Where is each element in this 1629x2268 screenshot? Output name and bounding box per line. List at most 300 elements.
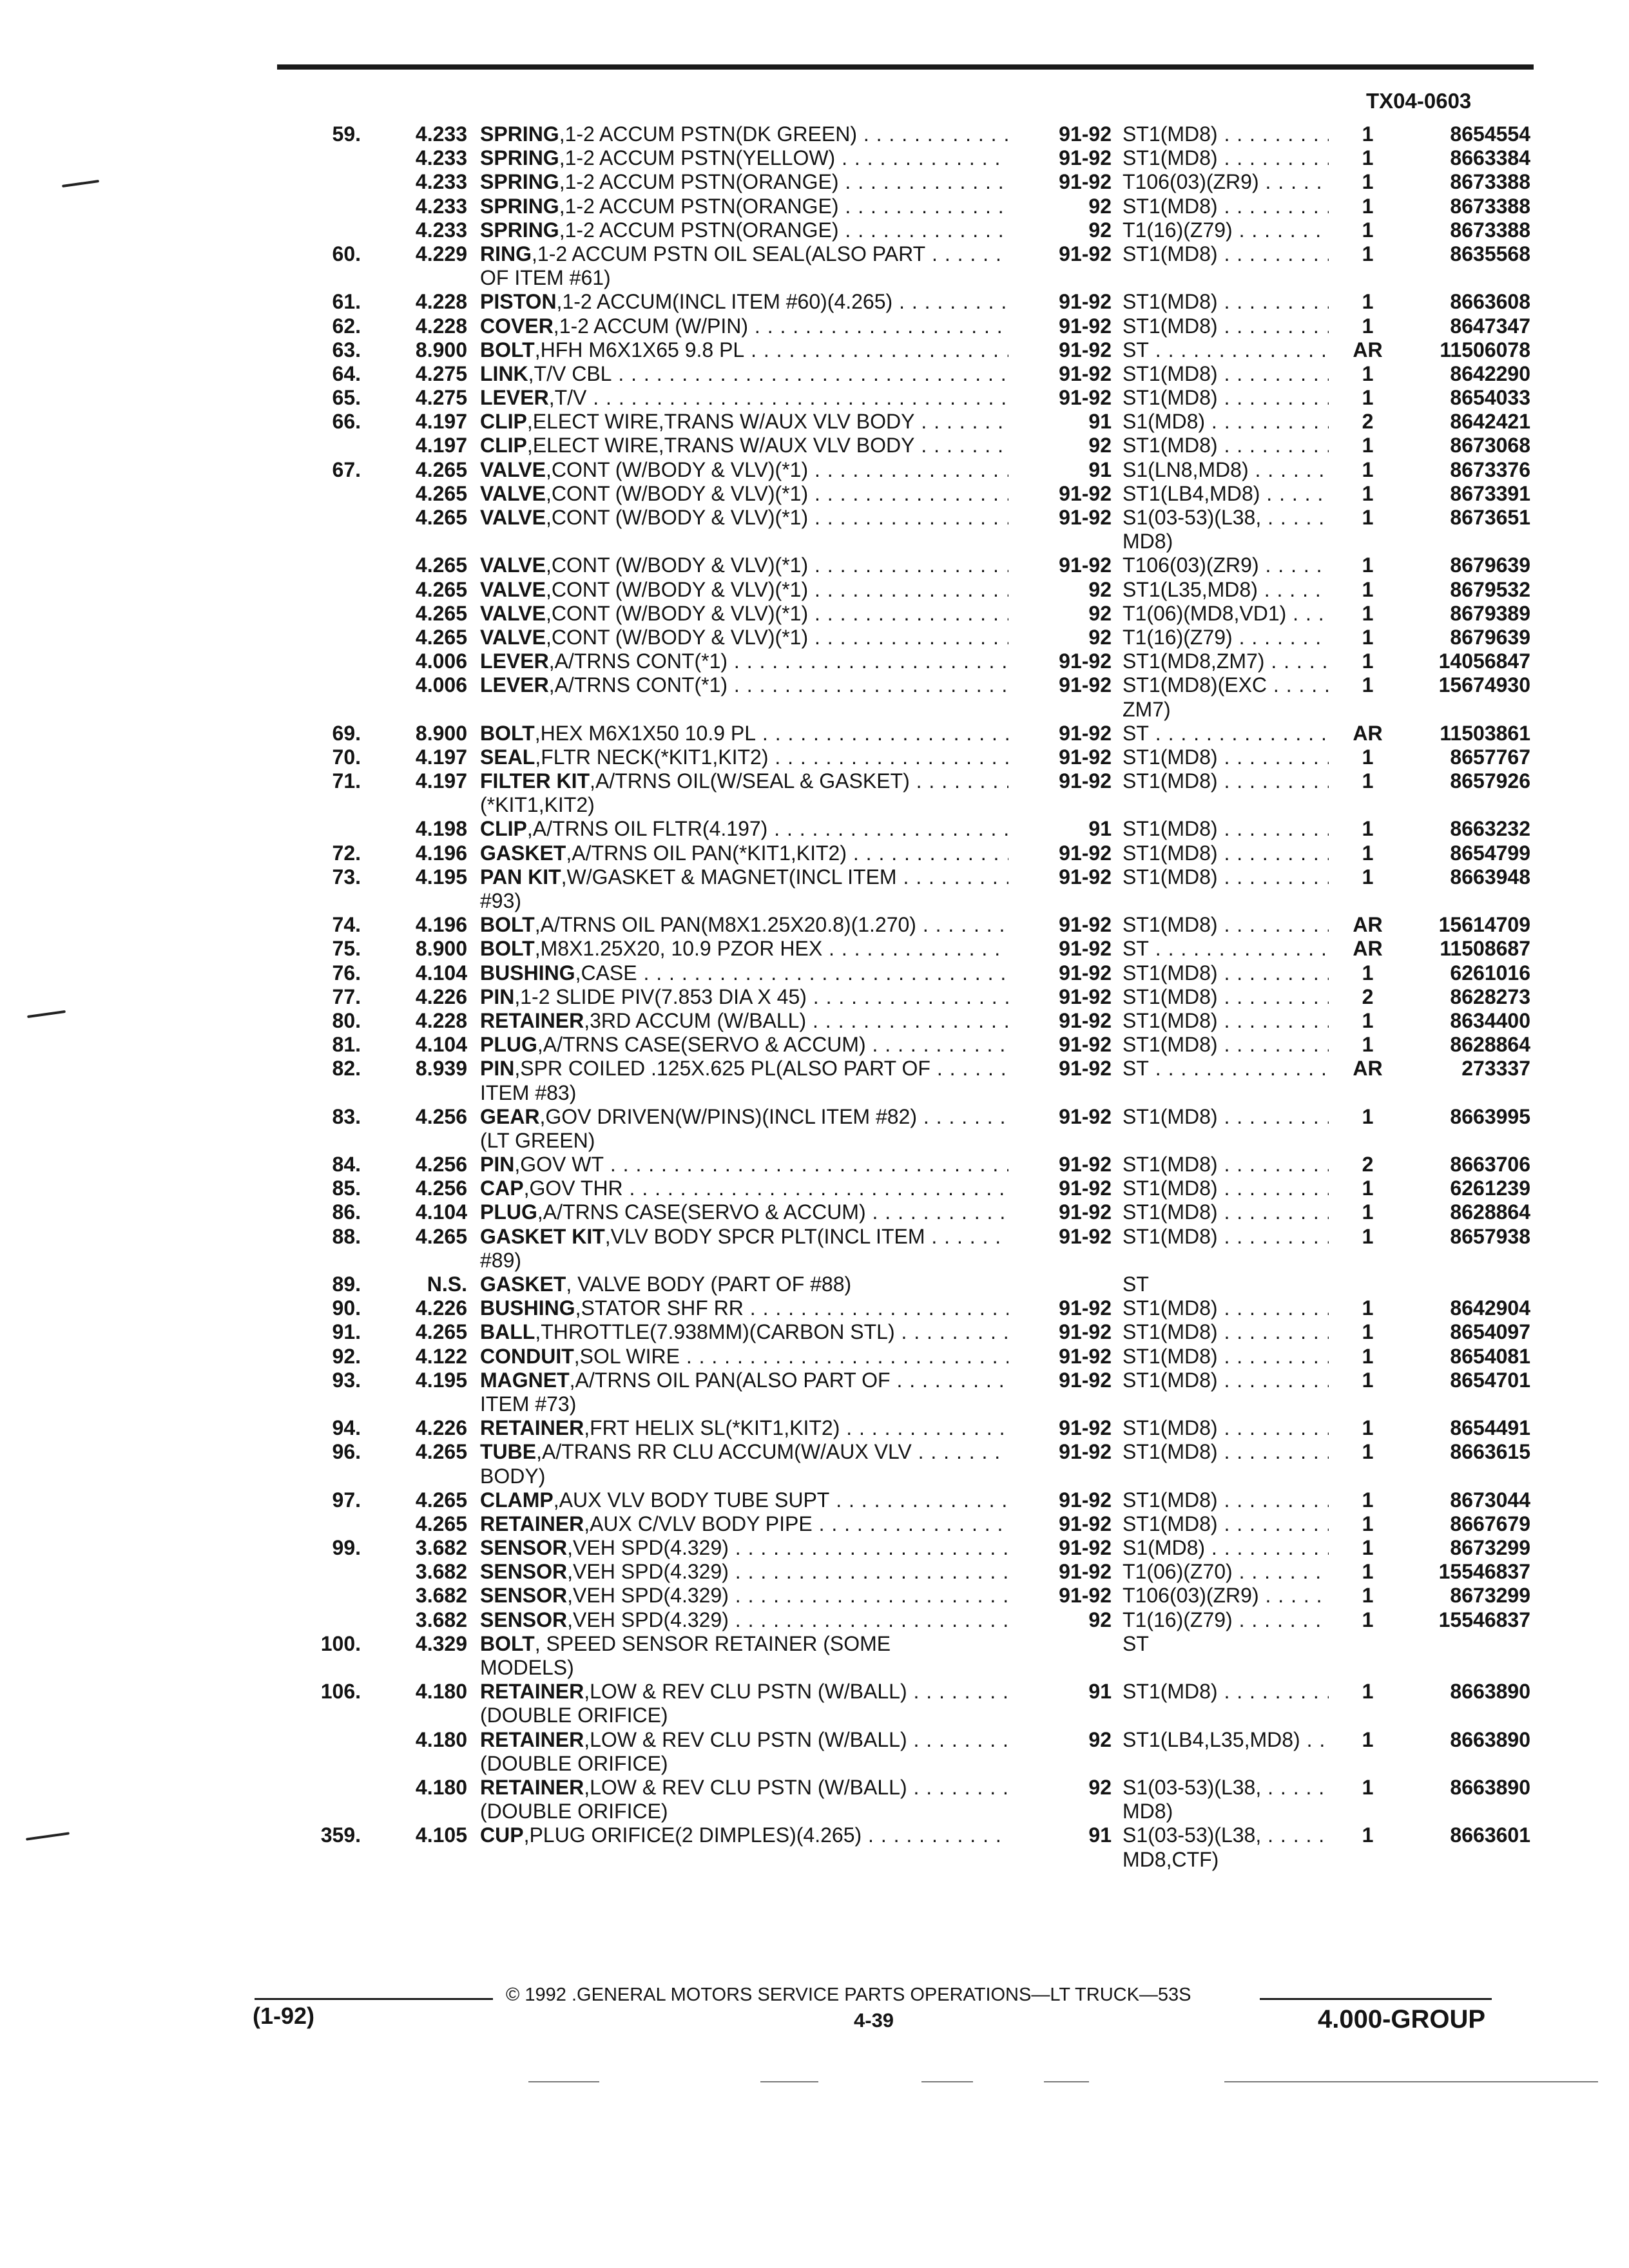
part-description — [480, 1512, 1008, 1536]
table-row — [0, 218, 1629, 242]
table-row — [0, 1512, 1629, 1536]
part-description — [480, 1680, 1008, 1704]
part-name: BOLT — [480, 913, 535, 937]
table-row — [0, 1009, 1629, 1033]
scan-dash — [760, 2081, 818, 2082]
part-name: PAN KIT — [480, 865, 561, 889]
item-number: 84. — [332, 1153, 361, 1177]
table-row — [0, 122, 1629, 146]
section-ref: 4.196 — [415, 913, 467, 937]
table-row — [0, 170, 1629, 194]
part-detail: (LT GREEN) — [480, 1128, 595, 1152]
part-detail: ,A/TRNS OIL PAN(M8X1.25X20.8)(1.270) — [534, 913, 916, 937]
series-code: ST1(MD8) . . . — [1123, 913, 1329, 937]
part-description — [480, 937, 1008, 961]
model-year: 91-92 — [1059, 1536, 1112, 1560]
part-description — [480, 889, 1008, 913]
part-number: 8663995 — [1450, 1104, 1530, 1128]
quantity: 1 — [1362, 625, 1374, 649]
part-detail: ,VEH SPD(4.329) — [567, 1536, 729, 1560]
model-year: 91-92 — [1059, 937, 1112, 961]
item-number: 64. — [332, 361, 361, 385]
series-code: ST1(MD8) . . . — [1123, 1488, 1329, 1512]
series-code: ST1(MD8) . . . — [1123, 745, 1329, 769]
part-name: VALVE — [480, 601, 546, 625]
part-detail: ,A/TRNS OIL FLTR(4.197) — [526, 817, 768, 841]
part-number: 8642421 — [1450, 410, 1530, 434]
table-row — [0, 1392, 1629, 1416]
part-detail: #89) — [480, 1248, 522, 1272]
series-code: ST1(MD8) . . . — [1123, 1345, 1329, 1369]
table-row — [0, 1369, 1629, 1392]
part-detail: ,A/TRNS CASE(SERVO & ACCUM) — [537, 1033, 866, 1057]
model-year: 91-92 — [1059, 481, 1112, 505]
table-row — [0, 1728, 1629, 1752]
quantity: 1 — [1362, 1584, 1374, 1608]
section-ref: 4.265 — [415, 1224, 467, 1248]
quantity: AR — [1353, 937, 1383, 961]
quantity: 1 — [1362, 434, 1374, 457]
part-detail: ,CASE — [575, 961, 637, 985]
part-description — [480, 1057, 1008, 1081]
model-year: 91-92 — [1059, 314, 1112, 338]
quantity: 1 — [1362, 218, 1374, 242]
model-year: 91-92 — [1059, 338, 1112, 361]
part-description — [480, 1823, 1008, 1847]
part-number: 8673391 — [1450, 481, 1530, 505]
table-row — [0, 626, 1629, 649]
part-name: CLAMP — [480, 1488, 554, 1512]
part-description — [480, 170, 1008, 194]
section-ref: N.S. — [427, 1273, 467, 1296]
quantity: 1 — [1362, 553, 1374, 577]
part-number: 8663706 — [1450, 1153, 1530, 1177]
table-row — [0, 1776, 1629, 1800]
table-row — [0, 1200, 1629, 1224]
series-code: ST1(MD8) . . . — [1123, 841, 1329, 865]
item-number: 61. — [332, 290, 361, 314]
item-number: 77. — [332, 985, 361, 1008]
part-number: 8663615 — [1450, 1440, 1530, 1464]
part-description — [480, 314, 1008, 338]
part-description — [480, 266, 1008, 290]
table-row — [0, 1440, 1629, 1464]
part-description — [480, 841, 1008, 865]
part-description — [480, 578, 1008, 602]
part-detail: ,1-2 ACCUM PSTN(ORANGE) — [559, 218, 839, 242]
model-year: 91-92 — [1059, 1008, 1112, 1032]
model-year: 92 — [1088, 218, 1112, 242]
table-row — [0, 1416, 1629, 1440]
part-description — [480, 1273, 1008, 1296]
quantity: 1 — [1362, 1727, 1374, 1751]
group-label: 4.000-GROUP — [1318, 2005, 1486, 2033]
item-number: 62. — [332, 314, 361, 338]
table-row — [0, 961, 1629, 985]
section-ref: 3.682 — [415, 1560, 467, 1584]
scan-dash — [1044, 2081, 1089, 2082]
series-code: ST1(MD8) . . . — [1123, 195, 1329, 218]
section-ref: 4.265 — [415, 1512, 467, 1535]
part-number: 8667679 — [1450, 1512, 1530, 1535]
quantity: 1 — [1362, 1224, 1374, 1248]
series-code: S1(03-53)(L38, . . . — [1123, 1776, 1329, 1800]
section-ref: 4.197 — [415, 434, 467, 457]
model-year: 91-92 — [1059, 1033, 1112, 1057]
part-name: SPRING — [480, 218, 559, 242]
table-row — [0, 1488, 1629, 1512]
part-number: 8663948 — [1450, 865, 1530, 889]
series-code: T106(03)(ZR9) . . . — [1123, 553, 1329, 577]
series-code: ST1(MD8) . . . — [1123, 290, 1329, 314]
model-year: 91-92 — [1059, 1153, 1112, 1177]
series-code: ST1(MD8) . . . — [1123, 1320, 1329, 1344]
quantity: 1 — [1362, 841, 1374, 865]
item-number: 65. — [332, 386, 361, 410]
part-number: 8654033 — [1450, 386, 1530, 410]
model-year: 92 — [1088, 1608, 1112, 1631]
section-ref: 4.180 — [415, 1775, 467, 1799]
table-row — [0, 1345, 1629, 1369]
part-number: 8673299 — [1450, 1584, 1530, 1608]
series-code: ST1(MD8) . . . — [1123, 1153, 1329, 1177]
part-description — [480, 769, 1008, 793]
model-year: 91-92 — [1059, 290, 1112, 314]
part-name: VALVE — [480, 553, 546, 577]
series-code: ST1(MD8) . . . — [1123, 1369, 1329, 1392]
part-description — [480, 817, 1008, 841]
part-number: 8654554 — [1450, 122, 1530, 146]
quantity: 1 — [1362, 1680, 1374, 1704]
item-number: 73. — [332, 865, 361, 889]
series-code: ST1(MD8) . . . — [1123, 985, 1329, 1009]
series-code: T1(06)(Z70) . . . — [1123, 1560, 1329, 1584]
part-number: 8657938 — [1450, 1224, 1530, 1248]
table-row — [0, 1848, 1629, 1872]
model-year: 92 — [1088, 434, 1112, 457]
quantity: 1 — [1362, 601, 1374, 625]
part-name: RETAINER — [480, 1775, 584, 1799]
series-code: ST1(MD8,ZM7) . . . — [1123, 649, 1329, 673]
table-row — [0, 146, 1629, 170]
series-code: ST1(MD8) . . . — [1123, 1033, 1329, 1057]
table-row — [0, 649, 1629, 673]
part-number: 15546837 — [1438, 1560, 1530, 1584]
model-year: 92 — [1088, 601, 1112, 625]
part-number: 8657926 — [1450, 769, 1530, 793]
part-detail: ,1-2 ACCUM PSTN OIL SEAL(ALSO PART — [532, 242, 926, 265]
table-row — [0, 745, 1629, 769]
quantity: 1 — [1362, 745, 1374, 769]
part-name: LINK — [480, 361, 528, 385]
part-name: VALVE — [480, 481, 546, 505]
part-name: SEAL — [480, 745, 535, 769]
item-number: 85. — [332, 1177, 361, 1200]
series-code: T1(16)(Z79) . . . — [1123, 626, 1329, 649]
quantity: 1 — [1362, 194, 1374, 218]
part-name: VALVE — [480, 506, 546, 529]
item-number: 60. — [332, 242, 361, 265]
part-detail: BODY) — [480, 1464, 546, 1488]
quantity: 1 — [1362, 1104, 1374, 1128]
part-description — [480, 458, 1008, 482]
part-detail: ,1-2 ACCUM PSTN(ORANGE) — [559, 170, 839, 194]
part-name: PLUG — [480, 1033, 537, 1057]
section-ref: 4.226 — [415, 1296, 467, 1320]
quantity: 1 — [1362, 1823, 1374, 1847]
part-detail: ,A/TRNS OIL(W/SEAL & GASKET) — [590, 769, 910, 793]
table-row — [0, 410, 1629, 434]
table-row — [0, 506, 1629, 530]
part-name: VALVE — [480, 577, 546, 601]
section-ref: 4.265 — [415, 625, 467, 649]
series-code: ST1(MD8) . . . — [1123, 1440, 1329, 1464]
part-detail: #93) — [480, 889, 522, 912]
part-description — [480, 722, 1008, 745]
series-code: S1(MD8) . . . — [1123, 410, 1329, 434]
part-description — [480, 1296, 1008, 1320]
part-description — [480, 482, 1008, 506]
part-detail: (DOUBLE ORIFICE) — [480, 1704, 668, 1727]
series-code: S1(MD8) . . . — [1123, 1536, 1329, 1560]
model-year: 91-92 — [1059, 841, 1112, 865]
quantity: 1 — [1362, 1560, 1374, 1584]
part-detail: ,CONT (W/BODY & VLV)(*1) — [545, 506, 809, 529]
part-description — [480, 1608, 1008, 1632]
item-number: 66. — [332, 410, 361, 434]
part-name: VALVE — [480, 625, 546, 649]
model-year: 91-92 — [1059, 1320, 1112, 1344]
model-year: 91-92 — [1059, 1344, 1112, 1368]
part-number: 8663232 — [1450, 817, 1530, 841]
quantity: 1 — [1362, 1200, 1374, 1224]
part-number: 8642290 — [1450, 361, 1530, 385]
series-code: S1(03-53)(L38, . . . — [1123, 506, 1329, 530]
section-ref: 4.104 — [415, 961, 467, 985]
part-name: GASKET KIT — [480, 1224, 605, 1248]
part-detail: ,A/TRANS RR CLU ACCUM(W/AUX VLV — [536, 1440, 912, 1464]
quantity: 1 — [1362, 577, 1374, 601]
series-code: T1(16)(Z79) . . . — [1123, 218, 1329, 242]
part-detail: (DOUBLE ORIFICE) — [480, 1800, 668, 1823]
part-name: PIN — [480, 985, 515, 1008]
footer-copyright: © 1992 .GENERAL MOTORS SERVICE PARTS OPERATIONS—LT TRUCK—53S — [506, 1984, 1191, 2005]
model-year: 91-92 — [1059, 1296, 1112, 1320]
table-row — [0, 434, 1629, 457]
part-name: SPRING — [480, 146, 559, 170]
part-number: 15674930 — [1438, 673, 1530, 697]
item-number: 75. — [332, 937, 361, 961]
table-row — [0, 673, 1629, 697]
part-name: SENSOR — [480, 1584, 568, 1608]
part-number: 8654081 — [1450, 1344, 1530, 1368]
part-detail: ,HFH M6X1X65 9.8 PL — [534, 338, 745, 361]
model-year: 91-92 — [1059, 649, 1112, 673]
section-ref: 4.006 — [415, 649, 467, 673]
section-ref: 8.939 — [415, 1057, 467, 1081]
table-row — [0, 1273, 1629, 1296]
model-year: 91-92 — [1059, 721, 1112, 745]
part-detail: ,CONT (W/BODY & VLV)(*1) — [545, 625, 809, 649]
part-description — [480, 290, 1008, 314]
part-name: TUBE — [480, 1440, 537, 1464]
item-number: 97. — [332, 1488, 361, 1512]
item-number: 86. — [332, 1200, 361, 1224]
quantity: 1 — [1362, 1344, 1374, 1368]
table-row — [0, 1177, 1629, 1200]
section-ref: 4.104 — [415, 1200, 467, 1224]
part-detail: ITEM #83) — [480, 1081, 577, 1104]
model-year: 91-92 — [1059, 1512, 1112, 1535]
part-number: 8673388 — [1450, 218, 1530, 242]
model-year: 91 — [1088, 1680, 1112, 1704]
table-row — [0, 482, 1629, 506]
part-detail: ,CONT (W/BODY & VLV)(*1) — [545, 601, 809, 625]
part-name: SPRING — [480, 170, 559, 194]
part-description — [480, 1369, 1008, 1392]
part-description — [480, 1632, 1008, 1656]
model-year: 91-92 — [1059, 146, 1112, 170]
part-detail: ,A/TRNS CASE(SERVO & ACCUM) — [537, 1200, 866, 1224]
quantity: 1 — [1362, 170, 1374, 194]
part-detail: , SPEED SENSOR RETAINER (SOME — [534, 1631, 891, 1655]
model-year: 91-92 — [1059, 745, 1112, 769]
part-detail: ,ELECT WIRE,TRANS W/AUX VLV BODY — [526, 434, 915, 457]
table-row — [0, 817, 1629, 841]
page-number: 4-39 — [854, 2009, 894, 2032]
table-row — [0, 1536, 1629, 1560]
model-year: 91-92 — [1059, 961, 1112, 985]
quantity: 1 — [1362, 1775, 1374, 1799]
quantity: 1 — [1362, 1416, 1374, 1440]
series-code: ST1(LB4,MD8) . . . — [1123, 482, 1329, 506]
table-row — [0, 1105, 1629, 1129]
item-number: 91. — [332, 1320, 361, 1344]
part-number: 8654799 — [1450, 841, 1530, 865]
part-description — [480, 1416, 1008, 1440]
part-detail: ,STATOR SHF RR — [575, 1296, 744, 1320]
part-description — [480, 1656, 1008, 1680]
part-number: 8679639 — [1450, 625, 1530, 649]
table-row — [0, 1249, 1629, 1273]
series-code: ZM7) — [1123, 697, 1171, 721]
part-detail: (DOUBLE ORIFICE) — [480, 1751, 668, 1775]
part-description — [480, 338, 1008, 362]
table-row — [0, 769, 1629, 793]
part-detail: (*KIT1,KIT2) — [480, 793, 595, 817]
part-number: 8663890 — [1450, 1727, 1530, 1751]
part-detail: MODELS) — [480, 1656, 574, 1679]
series-code: ST1(MD8) . . . — [1123, 817, 1329, 841]
quantity: 2 — [1362, 410, 1374, 434]
part-number: 273337 — [1461, 1057, 1530, 1081]
table-row — [0, 1632, 1629, 1656]
parts-table — [0, 122, 1629, 1872]
part-number: 8628273 — [1450, 985, 1530, 1008]
table-row — [0, 793, 1629, 817]
model-year: 91-92 — [1059, 865, 1112, 889]
quantity: 1 — [1362, 1296, 1374, 1320]
section-ref: 3.682 — [415, 1584, 467, 1608]
part-description — [480, 1009, 1008, 1033]
quantity: 1 — [1362, 314, 1374, 338]
section-ref: 4.197 — [415, 769, 467, 793]
section-ref: 4.180 — [415, 1680, 467, 1704]
part-description — [480, 1105, 1008, 1129]
part-detail: ,VLV BODY SPCR PLT(INCL ITEM — [604, 1224, 925, 1248]
quantity: 1 — [1362, 1320, 1374, 1344]
part-number: 8654097 — [1450, 1320, 1530, 1344]
part-number: 6261239 — [1450, 1177, 1530, 1200]
part-description — [480, 386, 1008, 410]
part-name: BOLT — [480, 338, 535, 361]
model-year: 91-92 — [1059, 1177, 1112, 1200]
part-name: GASKET — [480, 1273, 566, 1296]
model-year: 91-92 — [1059, 913, 1112, 937]
part-detail: ,CONT (W/BODY & VLV)(*1) — [545, 457, 809, 481]
section-ref: 4.233 — [415, 218, 467, 242]
quantity: 1 — [1362, 361, 1374, 385]
table-row — [0, 841, 1629, 865]
part-number: 15546837 — [1438, 1608, 1530, 1631]
part-detail: ,AUX VLV BODY TUBE SUPT — [553, 1488, 830, 1512]
series-code: T1(06)(MD8,VD1) . . . — [1123, 602, 1329, 626]
part-description — [480, 434, 1008, 457]
part-number: 8634400 — [1450, 1008, 1530, 1032]
part-description — [480, 1704, 1008, 1727]
table-row — [0, 602, 1629, 626]
scan-dash — [1224, 2081, 1598, 2082]
table-row — [0, 722, 1629, 745]
series-code: S1(LN8,MD8) . . . — [1123, 458, 1329, 482]
section-ref: 4.196 — [415, 841, 467, 865]
part-name: CLIP — [480, 817, 527, 841]
part-number: 8642904 — [1450, 1296, 1530, 1320]
quantity: 1 — [1362, 242, 1374, 265]
model-year: 91-92 — [1059, 1224, 1112, 1248]
section-ref: 4.233 — [415, 146, 467, 170]
table-row — [0, 1465, 1629, 1488]
item-number: 99. — [332, 1536, 361, 1560]
item-number: 88. — [332, 1224, 361, 1248]
section-ref: 4.256 — [415, 1104, 467, 1128]
part-description — [480, 865, 1008, 889]
part-description — [480, 242, 1008, 266]
quantity: 1 — [1362, 1488, 1374, 1512]
part-name: SENSOR — [480, 1560, 568, 1584]
part-detail: ,1-2 ACCUM (W/PIN) — [553, 314, 749, 338]
part-name: SPRING — [480, 194, 559, 218]
table-row — [0, 1129, 1629, 1153]
part-detail: ,GOV THR — [523, 1177, 623, 1200]
part-number: 8673388 — [1450, 194, 1530, 218]
part-detail: ,SOL WIRE — [574, 1344, 680, 1368]
series-code: ST1(MD8) . . . — [1123, 122, 1329, 146]
table-row — [0, 314, 1629, 338]
quantity: 1 — [1362, 649, 1374, 673]
part-detail: ,VEH SPD(4.329) — [567, 1584, 729, 1608]
section-ref: 4.265 — [415, 553, 467, 577]
footer-rule-right — [1260, 1998, 1492, 2000]
series-code: ST1(L35,MD8) . . . — [1123, 578, 1329, 602]
item-number: 359. — [320, 1823, 361, 1847]
series-code: ST1(MD8) . . . — [1123, 434, 1329, 457]
table-row — [0, 1680, 1629, 1704]
part-name: RING — [480, 242, 532, 265]
model-year: 92 — [1088, 194, 1112, 218]
table-row — [0, 1800, 1629, 1823]
section-ref: 4.329 — [415, 1631, 467, 1655]
